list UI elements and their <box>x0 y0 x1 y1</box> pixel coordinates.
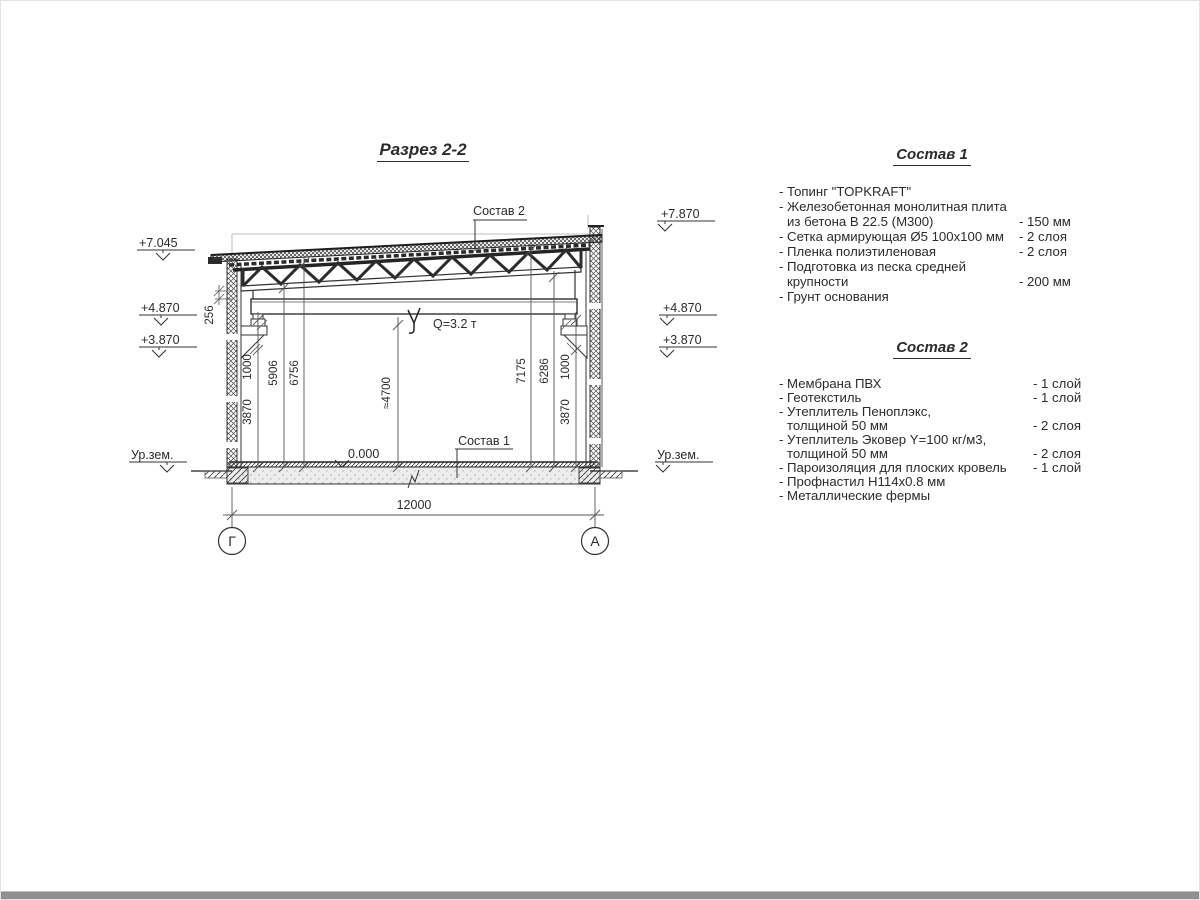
composition-1-title: Состав 1 <box>771 146 1093 163</box>
axis-label-left: Г <box>228 533 236 549</box>
elev-left-ground: Ур.зем. <box>131 448 174 462</box>
sostav1-leader-text: Состав 1 <box>458 434 510 448</box>
spec-line-text: - Утеплитель Пеноплэкс, <box>779 404 932 419</box>
spec-line <box>771 184 1093 199</box>
spec-line-value: - 2 слоя <box>1033 446 1081 461</box>
floor-slab <box>227 462 600 488</box>
elevation-marks-left <box>129 250 197 472</box>
spec-line <box>771 214 1093 229</box>
foundation-right <box>579 468 600 483</box>
spec-line-value: - 200 мм <box>1019 274 1071 289</box>
dim-left-5906: 5906 <box>268 360 280 386</box>
spec-line-value: - 1 слой <box>1033 376 1082 391</box>
sostav2-leader-text: Состав 2 <box>473 204 525 218</box>
spec-line-text: - Грунт основания <box>779 289 889 304</box>
right-wall <box>586 226 604 467</box>
spec-line <box>771 419 1093 433</box>
spec-line <box>771 244 1093 259</box>
spec-line-value: - 150 мм <box>1019 214 1071 229</box>
elev-left-roof: +7.045 <box>139 236 178 250</box>
spec-line-value: - 1 слой <box>1033 390 1082 405</box>
spec-line-value: - 2 слоя <box>1019 229 1067 244</box>
spec-line-value: - 2 слоя <box>1033 418 1081 433</box>
spec-line <box>771 377 1093 391</box>
section-drawing <box>1 1 761 601</box>
spec-line-value: - 1 слой <box>1033 460 1082 475</box>
composition-1 <box>771 146 1093 304</box>
spec-line <box>771 405 1093 419</box>
spec-line <box>771 489 1093 503</box>
grid-axes <box>219 528 609 555</box>
spec-line <box>771 461 1093 475</box>
foundation-left <box>227 468 248 483</box>
elev-right-parapet: +7.870 <box>661 207 700 221</box>
roof-screed-layer <box>211 235 602 262</box>
elev-left-corbel: +3.870 <box>141 333 180 347</box>
spec-line-text: - Железобетонная монолитная плита <box>779 199 1007 214</box>
spec-line-text: толщиной 50 мм <box>787 446 888 461</box>
dim-left-3870: 3870 <box>242 399 254 425</box>
dim-clear-height: ≈4700 <box>381 377 393 409</box>
spec-line <box>771 289 1093 304</box>
axis-label-right: А <box>590 533 600 549</box>
spec-line <box>771 391 1093 405</box>
spec-line <box>771 475 1093 489</box>
composition-2 <box>771 339 1093 503</box>
spec-line <box>771 199 1093 214</box>
spec-line-text: - Топинг "TOPKRAFT" <box>779 184 912 199</box>
dim-right-7175: 7175 <box>516 358 528 384</box>
spec-line-text: - Геотекстиль <box>779 390 862 405</box>
spec-line-text: - Металлические фермы <box>779 488 931 503</box>
composition-2-list <box>771 377 1093 503</box>
window-bottom-edge <box>1 891 1199 899</box>
dim-right-3870: 3870 <box>560 399 572 425</box>
spec-line-text: из бетона В 22.5 (М300) <box>787 214 934 229</box>
spec-line <box>771 274 1093 289</box>
dim-wall-offset-text: 256 <box>204 305 216 325</box>
truss-bottom-chord <box>241 267 581 291</box>
spec-line-text: - Профнастил Н114х0.8 мм <box>779 474 946 489</box>
elev-right-ground: Ур.зем. <box>657 448 700 462</box>
crane-capacity-label: Q=3.2 т <box>433 317 477 331</box>
left-corbel <box>241 314 267 358</box>
spec-line <box>771 447 1093 461</box>
span-dimension-text: 12000 <box>396 498 432 512</box>
left-wall <box>208 257 241 467</box>
dim-left-1000: 1000 <box>242 354 254 380</box>
dim-right-6286: 6286 <box>539 358 551 384</box>
composition-2-title: Состав 2 <box>771 339 1093 356</box>
spec-line-text: - Подготовка из песка средней <box>779 259 966 274</box>
elev-right-corbel: +3.870 <box>663 333 702 347</box>
spec-line <box>771 433 1093 447</box>
composition-1-list <box>771 184 1093 304</box>
spec-line <box>771 229 1093 244</box>
spec-line-text: толщиной 50 мм <box>787 418 888 433</box>
spec-line-text: - Пароизоляция для плоских кровель <box>779 460 1007 475</box>
elev-right-crane: +4.870 <box>663 301 702 315</box>
spec-line-value: - 2 слоя <box>1019 244 1067 259</box>
spec-line-text: - Мембрана ПВХ <box>779 376 882 391</box>
dim-left-6756: 6756 <box>289 360 301 386</box>
dim-right-1000: 1000 <box>560 354 572 380</box>
section-title-text: Разрез 2-2 <box>377 140 468 162</box>
zero-level-text: 0.000 <box>348 447 380 461</box>
elev-left-crane: +4.870 <box>141 301 180 315</box>
spec-line-text: крупности <box>787 274 849 289</box>
spec-line-text: - Пленка полиэтиленовая <box>779 244 936 259</box>
spec-line-text: - Утеплитель Эковер Y=100 кг/м3, <box>779 432 987 447</box>
spec-line <box>771 259 1093 274</box>
spec-line-text: - Сетка армирующая Ø5 100х100 мм <box>779 229 1004 244</box>
